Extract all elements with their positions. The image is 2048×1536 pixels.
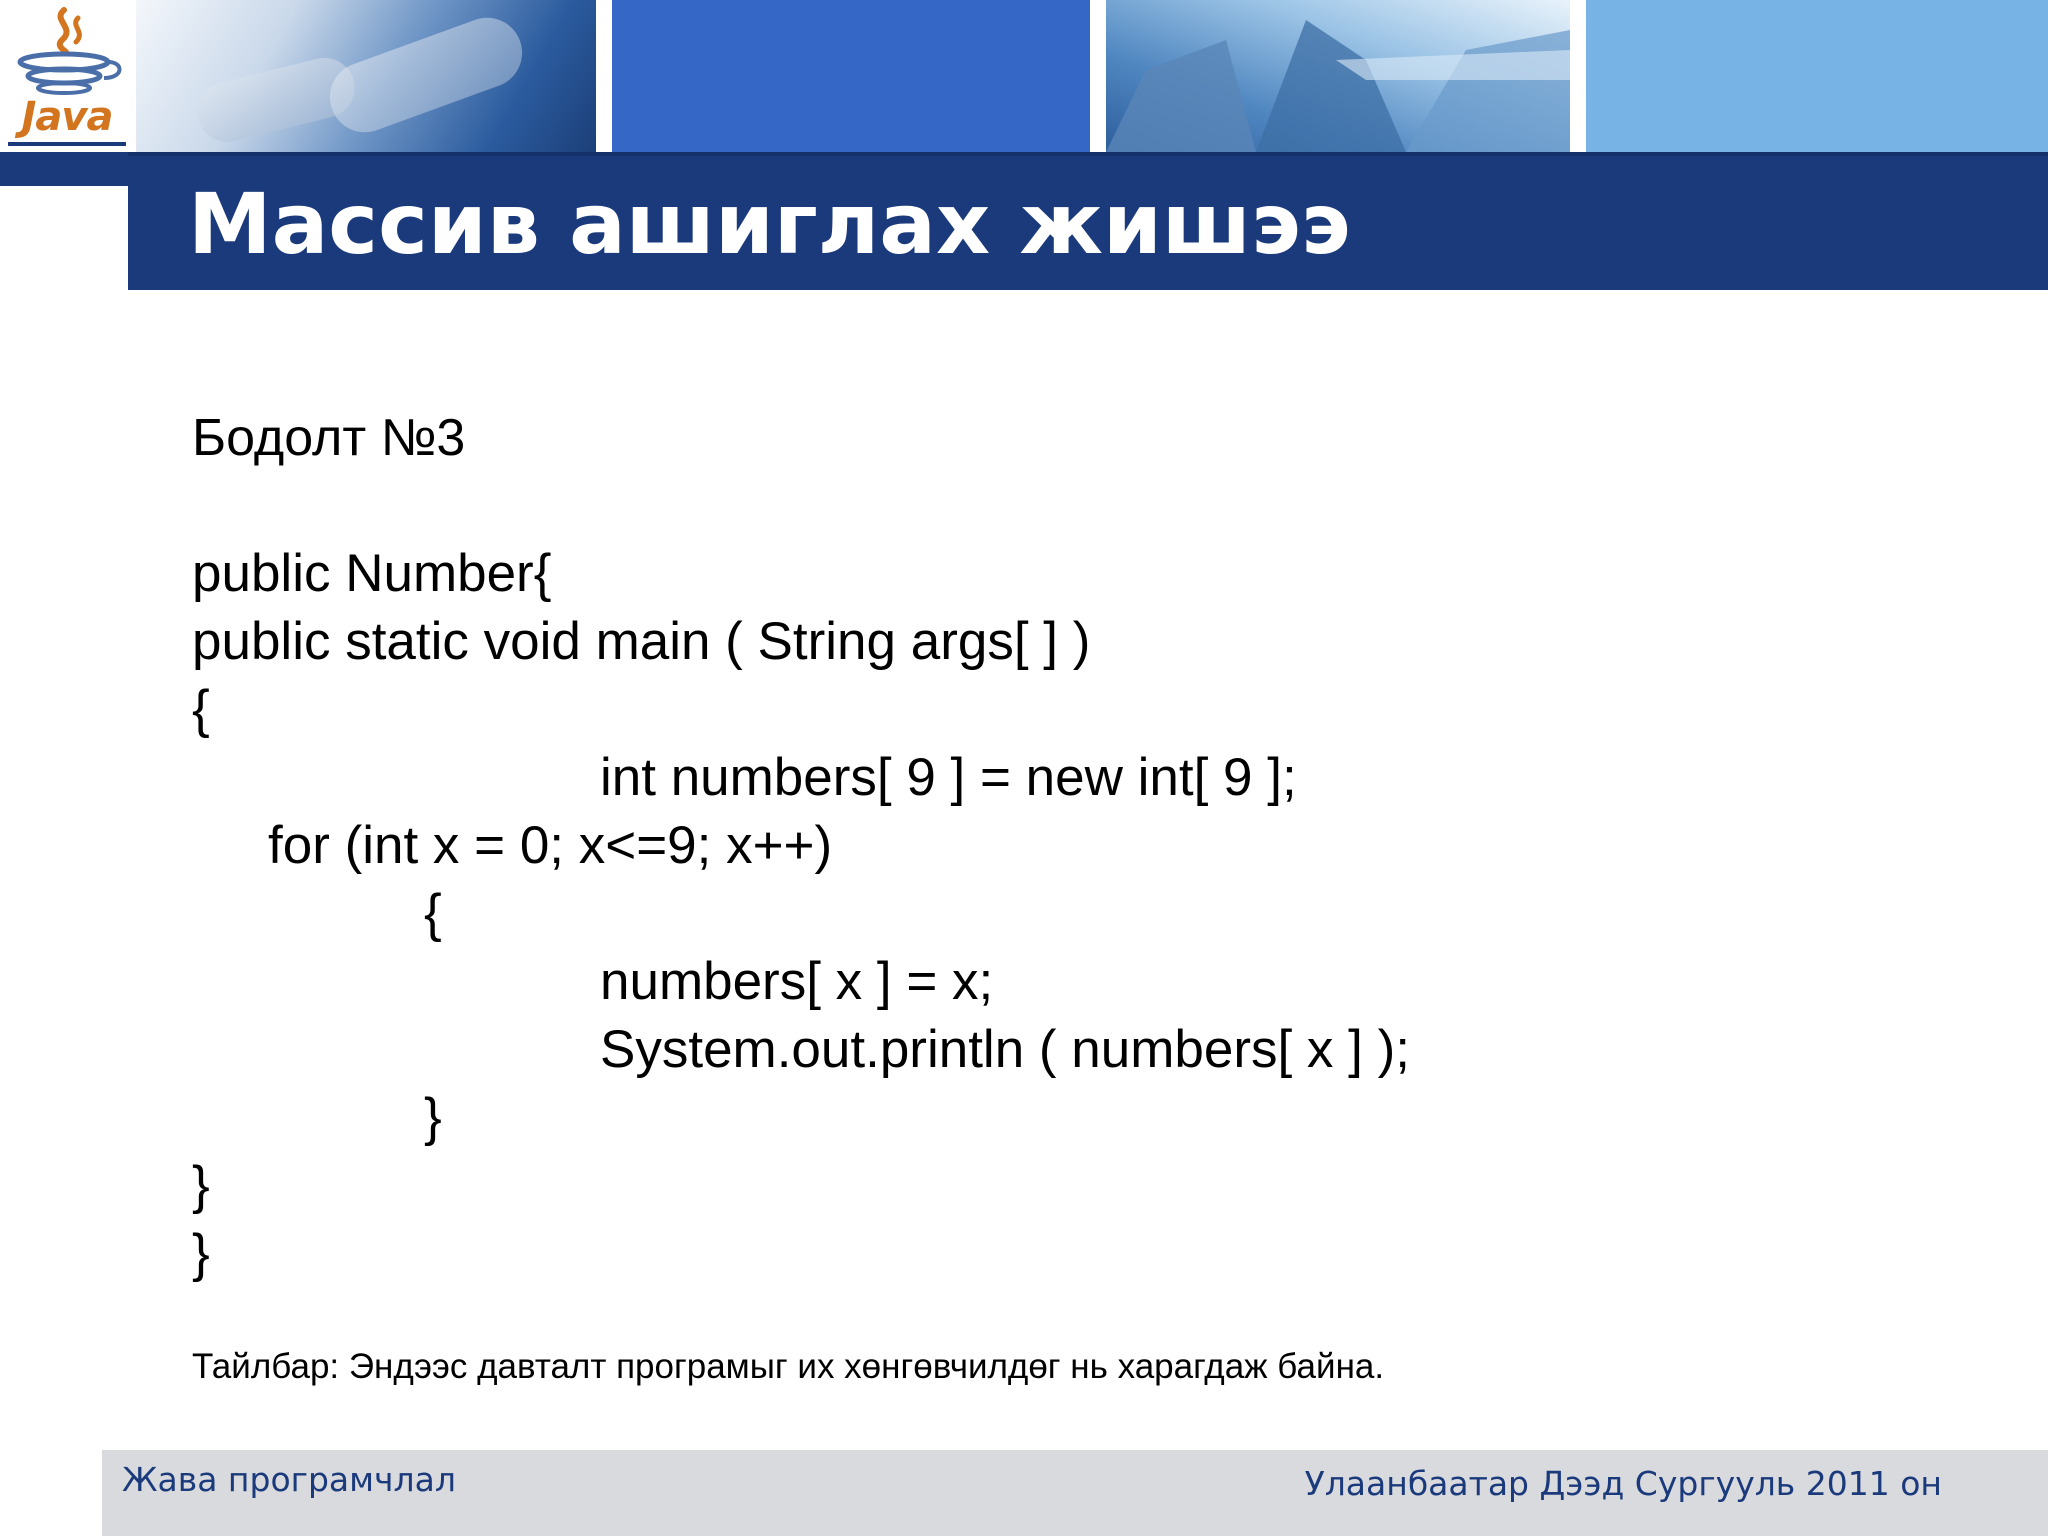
blue-panel [612, 0, 1090, 152]
code-line: } [424, 1088, 442, 1147]
code-line: for (int x = 0; x<=9; x++) [268, 816, 833, 875]
logo-underline [8, 142, 126, 146]
code-line: { [192, 680, 210, 739]
code-line: } [192, 1224, 210, 1283]
explanation-note: Тайлбар: Эндээс давталт програмыг их хөнгөвчилдөг нь харагдаж байна. [192, 1347, 1385, 1386]
footer-bar [102, 1450, 2048, 1536]
java-wordmark: Java [21, 94, 113, 140]
code-line: public Number{ [192, 544, 552, 603]
coffee-cup-icon [4, 6, 130, 96]
header-banner [0, 0, 2048, 152]
building-icon [1106, 0, 1570, 152]
keyboard-hands-image [136, 0, 596, 152]
title-bar [128, 152, 2048, 290]
skyscraper-image [1106, 0, 1570, 152]
footer-institution: Улаанбаатар Дээд Сургууль 2011 он [1304, 1464, 1942, 1503]
slide-title: Массив ашиглах жишээ [188, 175, 1351, 273]
code-line: System.out.println ( numbers[ x ] ); [600, 1020, 1410, 1079]
code-line: numbers[ x ] = x; [600, 952, 994, 1011]
footer-course-name: Жава програмчлал [122, 1460, 456, 1499]
code-line: int numbers[ 9 ] = new int[ 9 ]; [600, 748, 1297, 807]
code-line: { [424, 884, 442, 943]
code-line: public static void main ( String args[ ] ) [192, 612, 1091, 671]
title-bar-divider [128, 152, 2048, 156]
task-heading: Бодолт №3 [192, 409, 466, 467]
java-logo [0, 0, 136, 152]
code-line: } [192, 1156, 210, 1215]
light-blue-panel [1586, 0, 2048, 152]
title-accent-block [0, 152, 128, 186]
